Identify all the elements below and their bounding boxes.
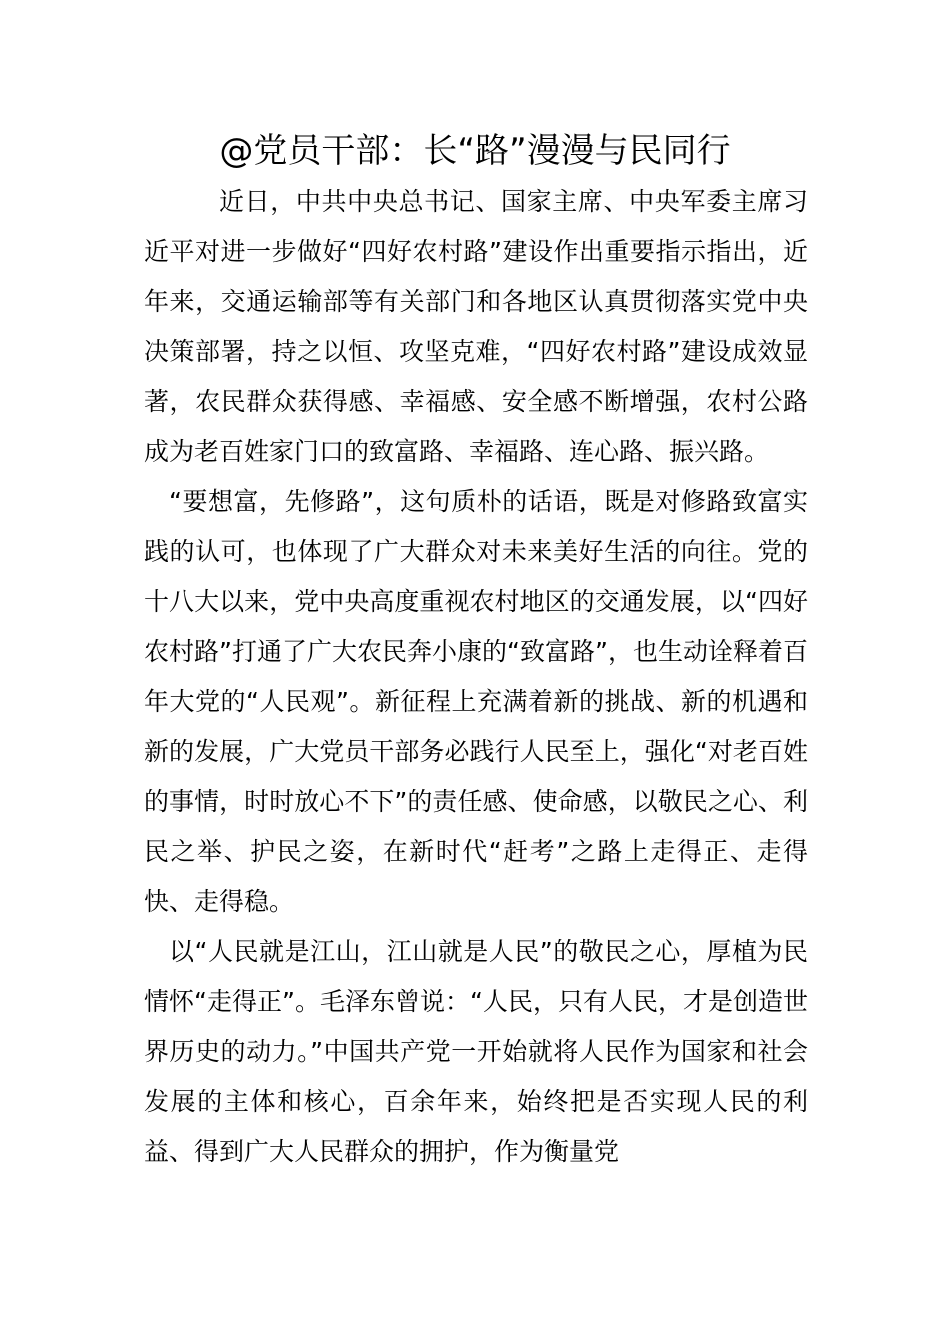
paragraph-1: 近日，中共中央总书记、国家主席、中央军委主席习近平对进一步做好“四好农村路”建设作出重要指示指出，近年来，交通运输部等有关部门和各地区认真贯彻落实党中央决策部署，持之以恒、攻坚克难，“四好农村路”建设成效显著，农民群众获得感、幸福感、安全感不断增强，农村公路成为老百姓家门口的致富路、幸福路、连心路、振兴路。 xyxy=(144,187,808,466)
paragraph-3: 以“人民就是江山，江山就是人民”的敬民之心，厚植为民情怀“走得正”。毛泽东曾说：“人民，只有人民，才是创造世界历史的动力。”中国共产党一开始就将人民作为国家和社会发展的主体和核心，百余年来，始终把是否实现人民的利益、得到广大人民群众的拥护，作为衡量党 xyxy=(144,937,808,1166)
article-body xyxy=(144,177,808,1177)
page-title: @党员干部：长“路”漫漫与民同行 xyxy=(219,131,731,171)
paragraph-2: “要想富，先修路”，这句质朴的话语，既是对修路致富实践的认可，也体现了广大群众对未来美好生活的向往。党的十八大以来，党中央高度重视农村地区的交通发展，以“四好农村路”打通了广大农民奔小康的“致富路”，也生动诠释着百年大党的“人民观”。新征程上充满着新的挑战、新的机遇和新的发展，广大党员干部务必践行人民至上，强化“对老百姓的事情，时时放心不下”的责任感、使命感，以敬民之心、利民之举、护民之姿，在新时代“赶考”之路上走得正、走得快、走得稳。 xyxy=(144,487,808,916)
